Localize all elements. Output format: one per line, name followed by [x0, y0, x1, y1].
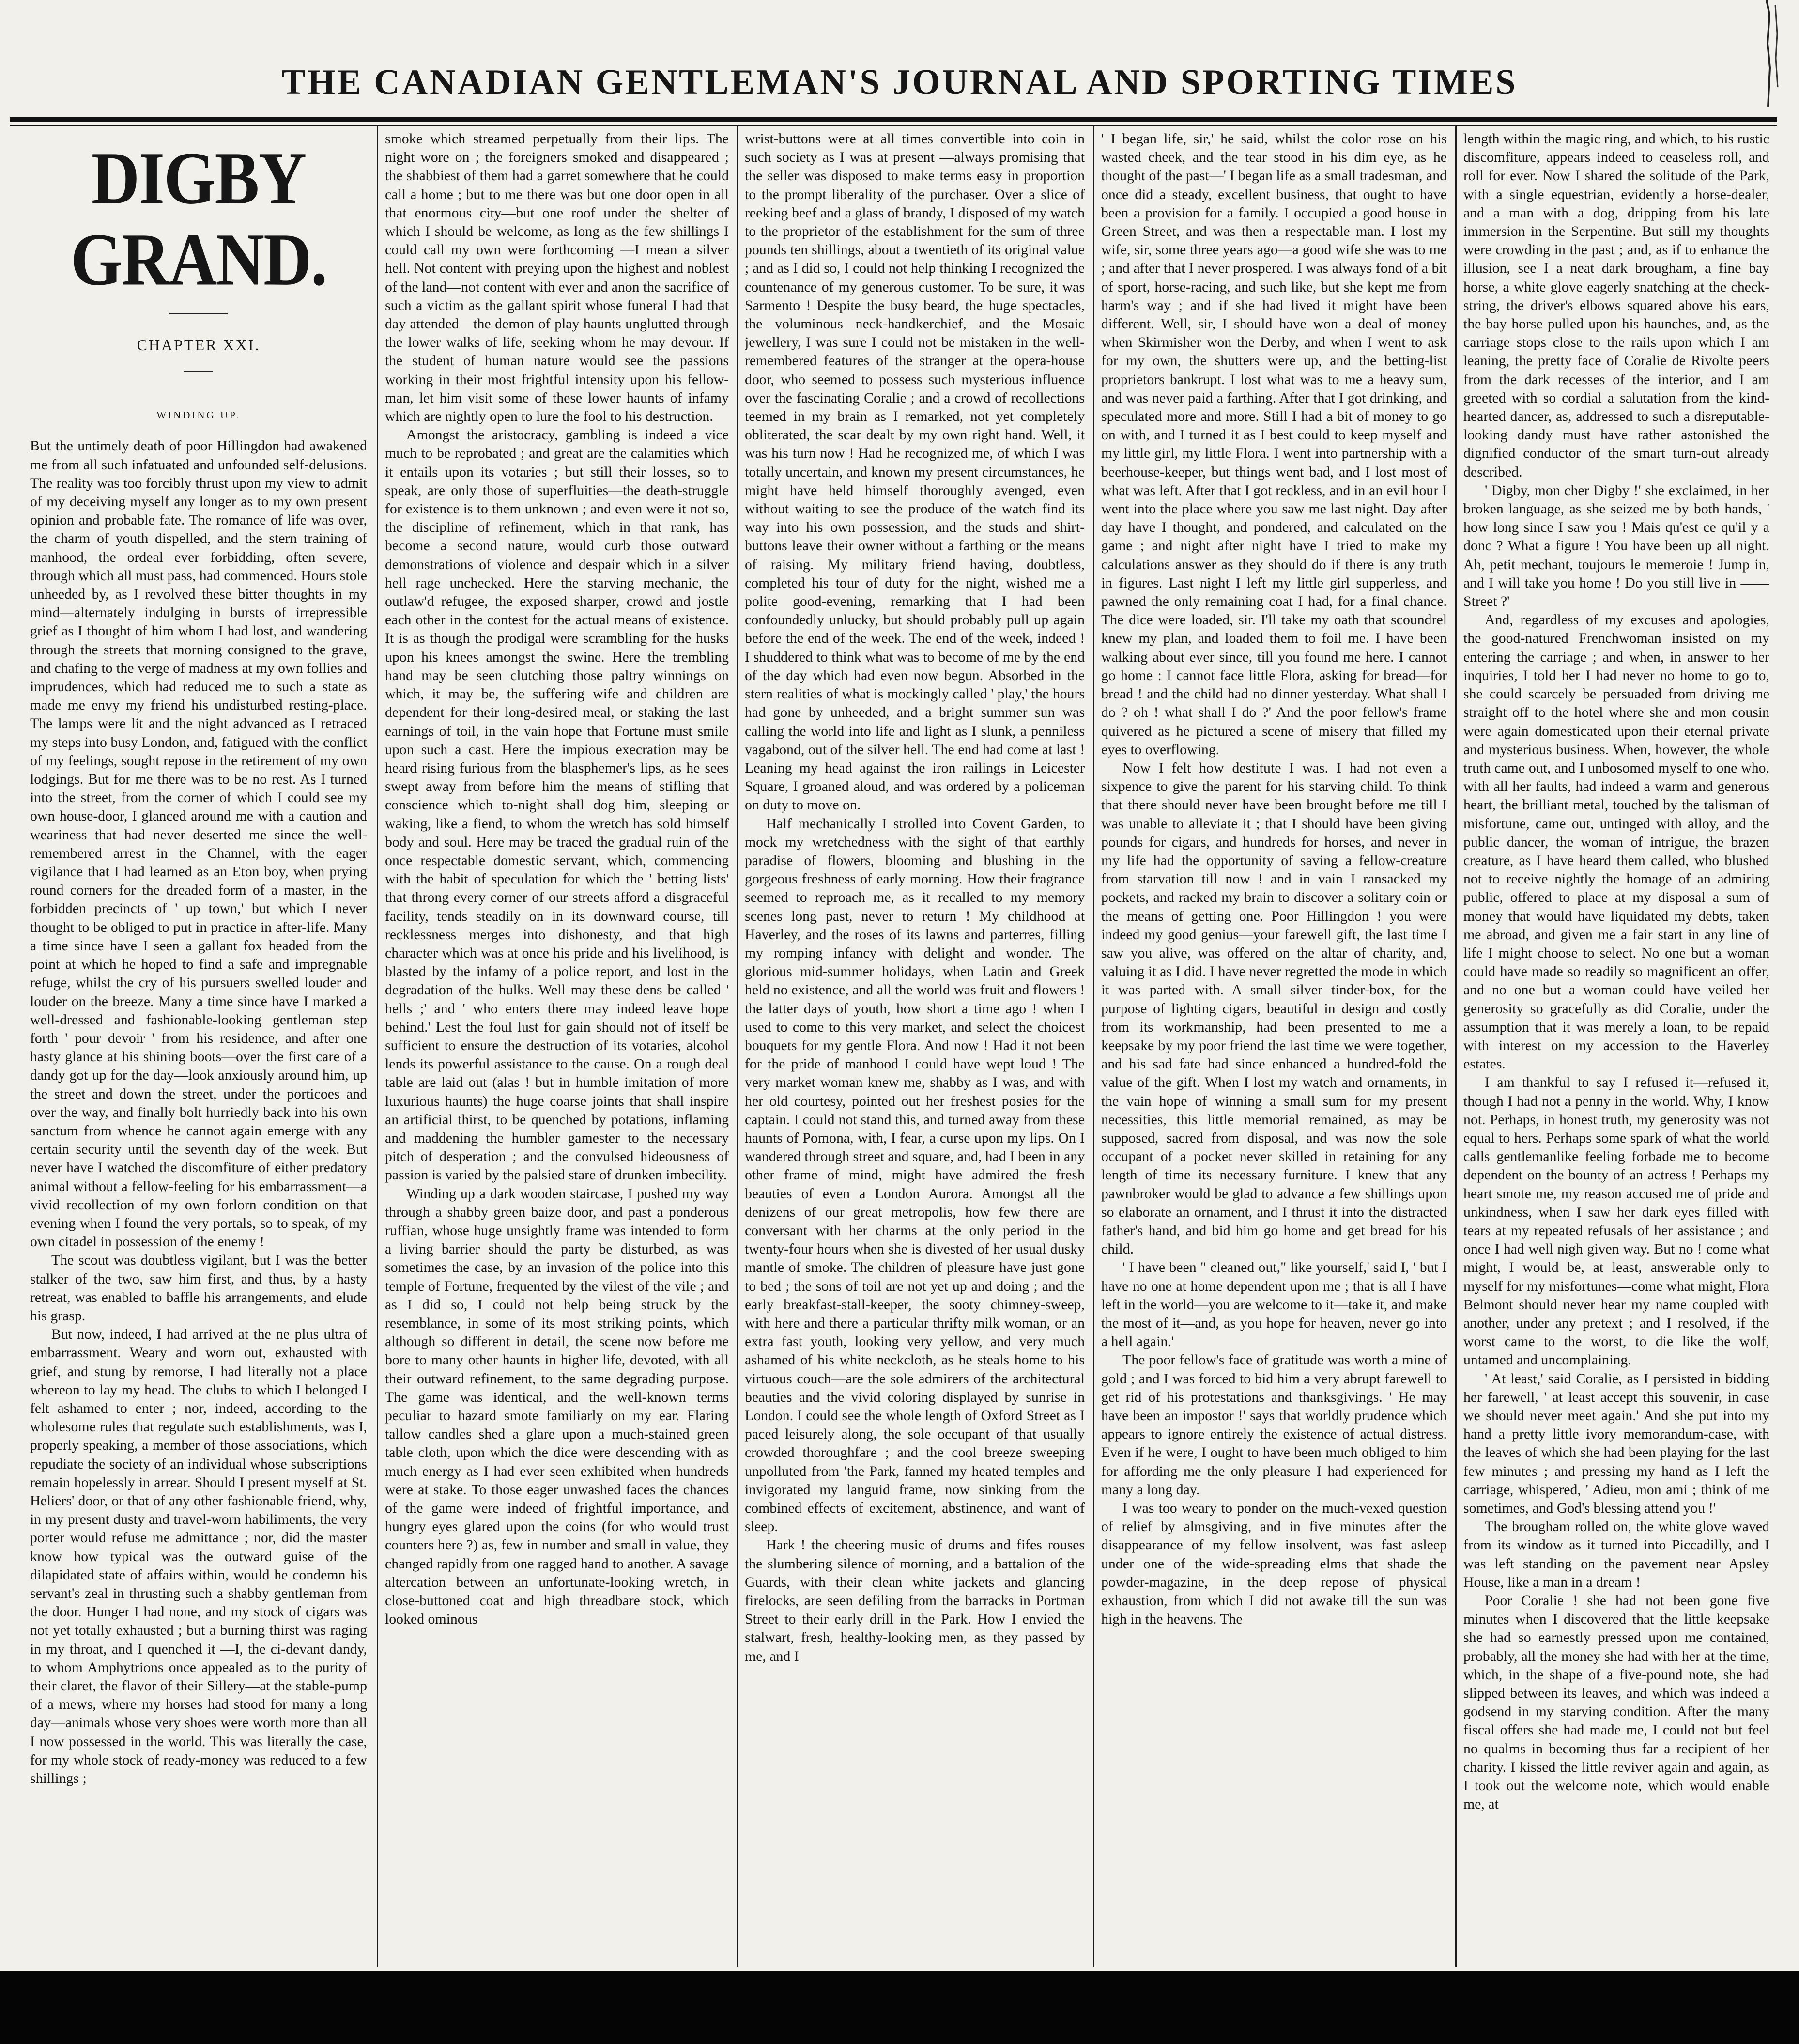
article-column-3: [745, 130, 1085, 1961]
paragraph: Winding up a dark wooden staircase, I pushed my way through a shabby green baize door, and past a ponderous ruffian, whose huge unsightly frame was intended to form a living barrier should the party be disturbed, as was sometimes the case, by an invasion of the police into this temple of Fortune, frequented by the vilest of the vile ; and as I did so, I could not help being struck by the resemblance, in some of its most striking points, which although so different in detail, the scene now before me bore to many other haunts in higher life, devoted, with all their outward refinement, to the same degrading purpose. The game was identical, and the well-known terms peculiar to hazard smote familiarly on my ear. Flaring tallow candles shed a glare upon a much-stained green table cloth, upon which the dice were descending with as much energy as I had ever seen exhibited when hundreds were at stake. To those eager unwashed faces the chances of the game were indeed of frightful importance, and hungry eyes glared upon the coins (for who would trust counters here ?) as, few in number and small in value, they changed rapidly from one ragged hand to another. A savage altercation between an unfortunate-looking wretch, in close-buttoned coat and high threadbare stock, which looked ominous: [385, 1185, 729, 1627]
chapter-heading: CHAPTER XXI.: [137, 336, 261, 354]
article-column-4: [1101, 130, 1447, 1961]
chapter-separator-rule: [184, 371, 213, 372]
article-column-5: [1463, 130, 1769, 1961]
paragraph: ' I began life, sir,' he said, whilst the color rose on his wasted cheek, and the tear stood in his dim eye, as he thought of the past—' I began life as a small tradesman, and once did a steady, excellent business, that ought to have been a provision for a family. I occupied a good house in Green Street, and was then a respectable man. I lost my wife, sir, some three years ago—a good wife she was to me ; and after that I never prospered. I was always fond of a bit of sport, horse-racing, and such like, but she kept me from harm's way ; and if she had lived it might have been different. Well, sir, I should have won a deal of money when Skirmisher won the Derby, and when I went to ask for my own, the shutters were up, and the betting-list proprietors bankrupt. I lost what was to me a heavy sum, and was never paid a farthing. After that I got drinking, and speculated more and more. Still I had a bit of money to go on with, and I turned it as I best could to keep myself and my little girl, my little Flora. I went into partnership with a beerhouse-keeper, but things went bad, and I lost most of what was left. After that I got reckless, and in an evil hour I went into the place where you saw me last night. Day after day have I thought, and pondered, and calculated on the game ; and night after night have I tried to make my calculations answer as they should do if there is any truth in figures. Last night I left my little girl supperless, and pawned the only remaining coat I had, for a final chance. The dice were loaded, sir. I'll take my oath that scoundrel knew my plan, and loaded them to foil me. I have been walking about ever since, till you found me here. I cannot go home : I cannot face little Flora, asking for bread—for bread ! and the child had no dinner yesterday. What shall I do ? oh ! what shall I do ?' And the poor fellow's frame quivered as he pictured a scene of misery that filled my eyes to overflowing.: [1101, 131, 1447, 758]
masthead-rule-thick: [10, 117, 1777, 122]
newspaper-masthead: THE CANADIAN GENTLEMAN'S JOURNAL AND SPORTING TIMES: [281, 62, 1518, 102]
paragraph: Poor Coralie ! she had not been gone five minutes when I discovered that the little keepsake she had so earnestly pressed upon me contained, probably, all the money she had with her at the time, which, in the shape of a five-pound note, she had slipped between its leaves, and which was indeed a godsend in my starving condition. After the many fiscal offers she had made me, I could not but feel no qualms in becoming thus far a recipient of her charity. I kissed the little reviver again and again, as I took out the welcome note, which would enable me, at: [1463, 1593, 1769, 1812]
paragraph: I am thankful to say I refused it—refused it, though I had not a penny in the world. Why, I know not. Perhaps, in honest truth, my generosity was not equal to hers. Perhaps some spark of what the world calls gentlemanlike feeling forbade me to become dependent on the bounty of an actress ! Perhaps my heart smote me, my reason accused me of pride and unkindness, when I saw her dark eyes filled with tears at my repeated refusals of her assistance ; and once I had well nigh given way. But no ! come what might, I would be, at least, answerable only to myself for my misfortunes—come what might, Flora Belmont should never hear my name coupled with another, under any pretext ; and I resolved, if the worst came to the worst, to die like the wolf, untamed and uncomplaining.: [1463, 1074, 1769, 1368]
scan-bottom-edge: [0, 1971, 1799, 2044]
story-title: DIGBY GRAND.: [70, 136, 327, 301]
paragraph: The brougham rolled on, the white glove waved from its window as it turned into Piccadilly, and I was left standing on the pavement near Apsley House, like a man in a dream !: [1463, 1518, 1769, 1590]
paragraph: But now, indeed, I had arrived at the ne plus ultra of embarrassment. Weary and worn out, exhausted with grief, and stung by remorse, I had literally not a place whereon to lay my head. The clubs to which I belonged I felt ashamed to enter ; nor, indeed, according to the wholesome rules that regulate such establishments, was I, properly speaking, a member of those associations, which repudiate the society of an individual whose subscriptions remain hopelessly in arrear. Should I present myself at St. Heliers' door, or that of any other fashionable friend, why, in my present dusty and travel-worn habiliments, the very porter would refuse me admittance ; nor, did the master know how typical was the outward guise of the dilapidated state of affairs within, would he condemn his servant's zeal in thrusting such a shabby gentleman from the door. Hunger I had none, and my stock of cigars was not yet totally exhausted ; but a burning thirst was raging in my throat, and I quenched it —I, the ci-devant dandy, to whom Amphytrions once appealed as to the purity of their claret, the flavor of their Sillery—at the stable-pump of a mews, where my horses had stood for many a long day—animals whose very shoes were worth more than all I now possessed in the world. This was literally the case, for my whole stock of ready-money was reduced to a few shillings ;: [30, 1326, 367, 1787]
column-divider: [1093, 126, 1094, 1967]
paragraph: But the untimely death of poor Hillingdon had awakened me from all such infatuated and unfounded self-delusions. The reality was too forcibly thrust upon my view to admit of my deceiving myself any longer as to my own present opinion and probable fate. The romance of life was over, the charm of youth dispelled, and the stern training of manhood, the ordeal ever forbidding, often severe, through which all must pass, had commenced. Hours stole unheeded by, as I revolved these bitter thoughts in my mind—alternately indulging in bursts of irrepressible grief as I thought of him whom I had lost, and wandering through the streets that morning consigned to the grave, and chafing to the verge of madness at my own follies and imprudences, which had reduced me to such a state as made me envy my friend his undisturbed resting-place. The lamps were lit and the night advanced as I retraced my steps into busy London, and, fatigued with the conflict of my feelings, sought repose in the retirement of my own lodgings. But for me there was to be no rest. As I turned into the street, from the corner of which I could see my own house-door, I glanced around me with a caution and weariness that had never deserted me since the well-remembered arrest in the Channel, with the eager vigilance that I had learned as an Eton boy, when prying round corners for the dreaded form of a master, in the forbidden precincts of ' up town,' but which I never thought to be obliged to put in practice in after-life. Many a time since have I seen a gallant fox headed from the point at which he hoped to find a safe and impregnable refuge, whilst the cry of his pursuers swelled louder and louder on the breeze. Many a time since have I marked a well-dressed and fashionable-looking gentleman step forth ' pour devoir ' from his residence, and after one hasty glance at his shining boots—over the first care of a dandy got up for the day—look anxiously around him, up the street and down the street, under the porticoes and over the way, and finally bolt hurriedly back into his own sanctum from whence he cannot again emerge with any certain security until the seventh day of the week. But never have I watched the discomfiture of either predatory animal without a fellow-feeling for his embarrassment—a vivid recollection of my own forlorn condition on that evening when I found the very portals, so to speak, of my own citadel in possession of the enemy !: [30, 438, 367, 1250]
column-divider: [737, 126, 738, 1967]
column-divider: [1455, 126, 1457, 1967]
article-column-1: [30, 130, 367, 1961]
chapter-subheading: WINDING UP.: [156, 409, 241, 421]
masthead-rule-thin: [10, 125, 1777, 126]
article-column-2: [385, 130, 729, 1961]
paragraph: ' I have been " cleaned out," like yourself,' said I, ' but I have no one at home dependent upon me ; that is all I have left in the world—you are welcome to it—take it, and make the most of it—and, as you hope for heaven, never go into a hell again.': [1101, 1259, 1447, 1350]
paragraph: ' Digby, mon cher Digby !' she exclaimed, in her broken language, as she seized me by both hands, ' how long since I saw you ! Mais qu'est ce qu'il y a donc ? What a figure ! You have been up all night. Ah, petit mechant, toujours le memeroie ! Jump in, and I will take you home ! Do you still live in —— Street ?': [1463, 482, 1769, 610]
paragraph: Now I felt how destitute I was. I had not even a sixpence to give the parent for his starving child. To think that there should never have been brought before me till I was unable to alleviate it ; that I should have been giving pounds for cigars, and hundreds for horses, and never in my life had the opportunity of saving a fellow-creature from starvation till now ! and in vain I ransacked my pockets, and racked my brain to discover a solitary coin or the means of getting one. Poor Hillingdon ! you were indeed my good genius—your farewell gift, the last time I saw you alive, was offered on the altar of charity, and, valuing it as I did. I have never regretted the mode in which it was parted with. A small silver tinder-box, for the purpose of lighting cigars, beautiful in design and costly from its workmanship, had been presented to me a keepsake by my poor friend the last time we were together, and his sad fate had since enhanced a hundred-fold the value of the gift. When I lost my watch and ornaments, in the vain hope of winning a small sum for my present necessities, this little memorial remained, as may be supposed, sacred from disposal, and was now the sole occupant of a pocket never skilled in retaining for any length of time its necessary furniture. I knew that any pawnbroker would be glad to advance a few shillings upon so elaborate an ornament, and I thrust it into the distracted father's hand, and bid him go home and get bread for his child.: [1101, 759, 1447, 1257]
paragraph: Amongst the aristocracy, gambling is indeed a vice much to be reprobated ; and great are the calamities which it entails upon its votaries ; but still their losses, so to speak, are only those of superfluities—the death-struggle for existence is to them unknown ; and even were it not so, the discipline of refinement, which in that rank, has become a second nature, would curb those outward demonstrations of violence and despair which in a silver hell rage unchecked. Here the starving mechanic, the outlaw'd refugee, the exposed sharper, crowd and jostle each other in the contest for the actual means of existence. It is as though the prodigal were scrambling for the husks upon his knees amongst the swine. Here the trembling hand may be seen clutching those paltry winnings on which, it may be, the suffering wife and children are dependent for their long-desired meal, or staking the last earnings of toil, in the vain hope that Fortune must smile upon such a cast. Here the impious execration may be heard rising furious from the blasphemer's lips, as he sees swept away from before him the means of stifling that conscience which to-night shall dog him, sleeping or waking, like a fiend, to whom the wretch has sold himself body and soul. Here may be traced the gradual ruin of the once respectable domestic servant, which, commencing with the habit of speculation for which the ' betting lists' that throng every corner of our streets afford a disgraceful facility, tends steadily on in its downward course, till recklessness merges into dishonesty, and that high character which was at once his pride and his livelihood, is blasted by the infamy of a police report, and lost in the degradation of the hulks. Well may these dens be called ' hells ;' and ' who enters there may indeed leave hope behind.' Lest the foul lust for gain should not of itself be sufficient to ensure the destruction of its votaries, alcohol lends its powerful assistance to the cause. On a rough deal table are laid out (alas ! but in humble imitation of more luxurious haunts) the huge coarse joints that shall inspire an artificial thirst, to be quenched by potations, inflaming and maddening the humbler gamester to the necessary pitch of desperation ; and the convulsed hideousness of passion is varied by the palsied stare of drunken imbecility.: [385, 427, 729, 1183]
paragraph: wrist-buttons were at all times convertible into coin in such society as I was at present —always promising that the seller was disposed to make terms easy in proportion to the prompt liberality of the purchaser. Over a slice of reeking beef and a glass of brandy, I disposed of my watch to the proprietor of the establishment for the sum of three pounds ten shillings, about a twentieth of its original value ; and as I did so, I could not help thinking I recognized the countenance of my generous customer. To be sure, it was Sarmento ! Despite the busy beard, the huge spectacles, the voluminous neck-handkerchief, and the Mosaic jewellery, I was sure I could not be mistaken in the well-remembered features of the stranger at the opera-house door, who seemed to possess such mysterious influence over the fascinating Coralie ; and a crowd of recollections teemed in my brain as I remarked, not yet completely obliterated, the scar dealt by my own right hand. Well, it was his turn now ! Had he recognized me, of which I was totally uncertain, and known my present circumstances, he might have held himself thoroughly avenged, even without waiting to see the produce of the watch find its way into his own possession, and the studs and shirt-buttons leave their owner without a farthing or the means of raising. My military friend having, doubtless, completed his tour of duty for the night, wished me a polite good-evening, remarking that I had been confoundedly unlucky, but should probably pull up again before the end of the week. The end of the week, indeed ! I shuddered to think what was to become of me by the end of the day which had even now begun. Absorbed in the stern realities of what is mockingly called ' play,' the hours had gone by unheeded, and a bright summer sun was calling the world into life and light as I slunk, a penniless vagabond, out of the silver hell. The end had come at last ! Leaning my head against the iron railings in Leicester Square, I groaned aloud, and was ordered by a policeman on duty to move on.: [745, 131, 1085, 813]
paragraph: I was too weary to ponder on the much-vexed question of relief by almsgiving, and in five minutes after the disappearance of my fellow insolvent, was fast asleep under one of the wide-spreading elms that shade the powder-magazine, in the deep repose of physical exhaustion, from which I did not awake till the sun was high in the heavens. The: [1101, 1500, 1447, 1627]
paragraph: smoke which streamed perpetually from their lips. The night wore on ; the foreigners smoked and disappeared ; the shabbiest of them had a garret somewhere that he could call a home ; but to me there was but one door open in all that enormous city—but one roof under the shelter of which I should be welcome, as long as the few shillings I could call my own were forthcoming —I mean a silver hell. Not content with preying upon the highest and noblest of the land—not content with ever and anon the sacrifice of such a victim as the gallant spirit whose funeral I had that day attended—the demon of play haunts unglutted through the lower walks of life, seeking whom he may devour. If the student of human nature would see the passions working in their most frightful intensity upon his fellow-man, let him visit some of these lower haunts of infamy which are nightly open to lure the fool to his destruction.: [385, 131, 729, 425]
paragraph: The scout was doubtless vigilant, but I was the better stalker of the two, saw him first, and thus, by a hasty retreat, was enabled to baffle his arrangements, and elude his grasp.: [30, 1252, 367, 1324]
paragraph: Hark ! the cheering music of drums and fifes rouses the slumbering silence of morning, and a battalion of the Guards, with their clean white jackets and glancing firelocks, are seen defiling from the barracks in Portman Street to their early drill in the Park. How I envied the stalwart, fresh, healthy-looking men, as they passed by me, and I: [745, 1537, 1085, 1664]
paragraph: And, regardless of my excuses and apologies, the good-natured Frenchwoman insisted on my entering the carriage ; and when, in answer to her inquiries, I told her I had never no home to go to, she could scarcely be persuaded from driving me straight off to the hotel where she and mon cousin were again domesticated upon their eternal private and mysterious business. When, however, the whole truth came out, and I unbosomed myself to one who, with all her faults, had indeed a warm and generous heart, the brilliant metal, touched by the talisman of misfortune, came out, untinged with alloy, and the public dancer, the woman of intrigue, the brazen creature, as I have heard them called, who blushed not to receive nightly the homage of an admiring public, offered to place at my disposal a sum of money that would have liquidated my debts, taken me abroad, and given me a fair start in any line of life I might choose to select. No one but a woman could have made so readily so magnificent an offer, and no one but a woman could have veiled her generosity so gracefully as did Coralie, under the assumption that it was merely a loan, to be repaid with interest on my accession to the Haverley estates.: [1463, 612, 1769, 1072]
paragraph: Half mechanically I strolled into Covent Garden, to mock my wretchedness with the sight of that earthly paradise of flowers, blooming and blushing in the gorgeous freshness of early morning. How their fragrance seemed to reproach me, as it recalled to my memory scenes long past, never to return ! My childhood at Haverley, and the roses of its lawns and parterres, filling my romping infancy with delight and wonder. The glorious mid-summer holidays, when Latin and Greek held no existence, and all the world was fruit and flowers ! the latter days of youth, how short a time ago ! when I used to come to this very market, and select the choicest bouquets for my gentle Flora. And now ! Had it not been for the pride of manhood I could have wept loud ! The very market woman knew me, shabby as I was, and with her old courtesy, pointed out her freshest posies for the captain. I could not stand this, and turned away from these haunts of Pomona, with, I fear, a curse upon my lips. On I wandered through street and square, and, had I been in any other frame of mind, might have admired the fresh beauties of even a London Aurora. Amongst all the denizens of our great metropolis, how few there are conversant with her charms at the only period in the twenty-four hours when she is divested of her usual dusky mantle of smoke. The children of pleasure have just gone to bed ; the sons of toil are not yet up and doing ; and the early breakfast-stall-keeper, the sooty chimney-sweep, with here and there a particular thrifty milk woman, or an extra fast youth, looking very yellow, and very much ashamed of his white neckcloth, as he steals home to his virtuous couch—are the sole admirers of the architectural beauties and the vivid coloring displayed by sunrise in London. I could see the whole length of Oxford Street as I paced leisurely along, the sole occupant of that usually crowded thoroughfare ; and the cool breeze sweeping unpolluted from 'the Park, fanned my heated temples and invigorated my languid frame, now sinking from the combined effects of excitement, abstinence, and want of sleep.: [745, 815, 1085, 1535]
paragraph: ' At least,' said Coralie, as I persisted in bidding her farewell, ' at least accept this souvenir, in case we should never meet again.' And she put into my hand a pretty little ivory memorandum-case, with the leaves of which she had been playing for the last few minutes ; and pressing my hand as I left the carriage, whispered, ' Adieu, mon ami ; think of me sometimes, and God's blessing attend you !': [1463, 1370, 1769, 1517]
paragraph: The poor fellow's face of gratitude was worth a mine of gold ; and I was forced to bid him a very abrupt farewell to get rid of his protestations and thanksgivings. ' He may have been an impostor !' says that worldly prudence which appears to ignore entirely the existence of actual distress. Even if he were, I ought to have been much obliged to him for affording me the only pleasure I had experienced for many a long day.: [1101, 1352, 1447, 1498]
paragraph: length within the magic ring, and which, to his rustic discomfiture, appears indeed to ceaseless roll, and roll for ever. Now I shared the solitude of the Park, with a single equestrian, evidently a horse-dealer, and a man with a dog, dripping from his late immersion in the Serpentine. But still my thoughts were crowding in the past ; and, as if to enhance the illusion, see I a neat dark brougham, a fine bay horse, a white glove eagerly snatching at the check-string, the driver's elbows squared above his ears, the bay horse pulled upon his haunches, and, as the carriage stops close to the rails upon which I am leaning, the pretty face of Coralie de Rivolte peers from the dark recesses of the interior, and I am greeted with so cordial a salutation from the kind-hearted dancer, as, addressed to such a disreputable-looking dandy must have rather astonished the dignified conductor of the smart turn-out already described.: [1463, 131, 1769, 480]
column-divider: [377, 126, 378, 1967]
title-separator-rule: [169, 313, 228, 314]
